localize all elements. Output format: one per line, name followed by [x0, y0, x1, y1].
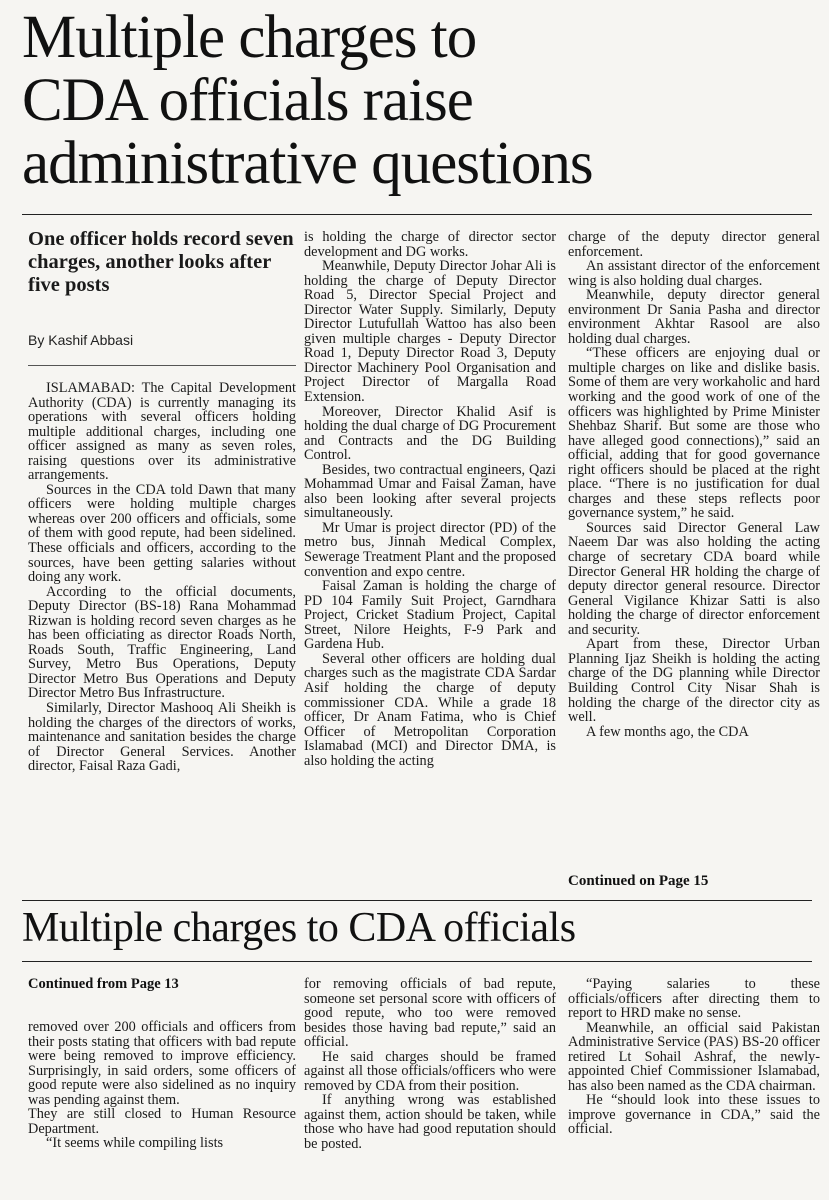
paragraph: They are still closed to Human Resource Department.: [28, 1106, 296, 1137]
continuation-column-3: [568, 977, 820, 1137]
continuation-headline: Multiple charges to CDA officials: [22, 905, 576, 951]
paragraph: Sources in the CDA told Dawn that many officers were holding multiple charges whereas over 200 officers and officials, some of them with good repute, had been sidelined. These officials and officers, according to the sources, have been getting salaries without doing any work.: [28, 481, 296, 586]
paragraph: for removing officials of bad repute, someone set personal score with officers of good repute, who too were removed besides those having bad repute,” said an official.: [304, 976, 556, 1051]
subheadline: One officer holds record seven charges, another looks after five posts: [28, 228, 294, 296]
continuation-column-2: [304, 977, 556, 1152]
headline-rule: [22, 214, 812, 215]
byline: By Kashif Abbasi: [28, 332, 134, 348]
paragraph: He “should look into these issues to improve governance in CDA,” said the official.: [568, 1092, 820, 1138]
paragraph: “These officers are enjoying dual or multiple charges on like and dislike basis. Some of them are very workaholic and hard working and the good work of one of the officers was highlighted by Prime Minister Shehbaz Sharif. But some are those who have alleged good connections),” said an official, adding that for good governance right officers should be placed at the right place. “There is no justification for dual charges and these steps reflects poor governance system,” he said.: [568, 345, 820, 522]
section-divider: [22, 900, 812, 901]
paragraph: Moreover, Director Khalid Asif is holding the dual charge of DG Procurement and Contracts and the DG Building Control.: [304, 403, 556, 464]
paragraph: According to the official documents, Deputy Director (BS-18) Rana Mohammad Rizwan is holding record seven charges as he has been officiating as director Roads North, Roads South, Traffic Engineering, Land Survey, Metro Bus Operations, Deputy Director Metro Bus Operations and Deputy Director Metro Bus Infrastructure.: [28, 583, 296, 702]
continued-on-label: Continued on Page 15: [568, 873, 709, 889]
paragraph: “Paying salaries to these officials/officers after directing them to report to HRD make no sense.: [568, 976, 820, 1022]
headline-line-2: CDA officials raise: [22, 67, 473, 134]
paragraph: Besides, two contractual engineers, Qazi Mohammad Umar and Faisal Zaman, have also been looking after several projects simultaneously.: [304, 461, 556, 522]
paragraph: Several other officers are holding dual charges such as the magistrate CDA Sardar Asif holding the charge of deputy commissioner CDA. While a grade 18 officer, Dr Anam Fatima, who is Chief Officer of Metropolitan Corporation Islamabad (MCI) and Director DMA, is also holding the acting: [304, 650, 556, 769]
paragraph: “It seems while compiling lists: [46, 1135, 224, 1152]
paragraph: Meanwhile, an official said Pakistan Administrative Service (PAS) BS-20 officer retired Lt Sohail Ashraf, the newly-appointed Chief Commissioner Islamabad, has also been named as the CDA chairman.: [568, 1019, 820, 1094]
paragraph: Meanwhile, deputy director general environment Dr Sania Pasha and director environment Akhtar Rasool are also holding dual charges.: [568, 287, 820, 347]
paragraph: If anything wrong was established against them, action should be taken, while those who have had good reputation should be posted.: [304, 1092, 556, 1153]
paragraph: removed over 200 officials and officers from their posts stating that officers with bad repute were being removed to improve efficiency. Surprisingly, in said orders, some officers of good repute were also sidelined as no inquiry was pending against them.: [28, 1019, 296, 1108]
paragraph: Similarly, Director Mashooq Ali Sheikh is holding the charges of the directors of works, maintenance and sanitation besides the charge of Director General Services. Another director, Faisal Raza Gadi,: [28, 700, 296, 775]
paragraph: An assistant director of the enforcement wing is also holding dual charges.: [568, 258, 820, 289]
paragraph: Meanwhile, Deputy Director Johar Ali is holding the charge of Deputy Director Road 5, Director Special Project and Director Water Supply. Similarly, Deputy Director Lutufullah Wattoo has also been given multiple charges - Deputy Director Road 1, Deputy Director Road 3, Deputy Director Machinery Pool Organisation and Project Director of Margalla Road Extension.: [304, 258, 556, 406]
paragraph: Faisal Zaman is holding the charge of PD 104 Family Suit Project, Garndhara Project, Cricket Stadium Project, Capital Street, Nilore Heights, F-9 Park and Gardena Hub.: [304, 578, 556, 653]
paragraph: charge of the deputy director general enforcement.: [568, 229, 820, 260]
paragraph: Sources said Director General Law Naeem Dar was also holding the acting charge of secretary CDA board while Director General HR holding the charge of deputy director general resource. Director General Vigilance Khizar Satti is also holding the charge of director enforcement and security.: [568, 519, 820, 638]
paragraph: ISLAMABAD: The Capital Development Authority (CDA) is currently managing its operations with several officers holding multiple additional charges, including one officer assigned as many as seven roles, raising questions over its administrative arrangements.: [28, 380, 296, 484]
continued-from-label: Continued from Page 13: [28, 976, 179, 992]
byline-rule: [28, 365, 296, 366]
paragraph: Mr Umar is project director (PD) of the metro bus, Jinnah Medical Complex, Sewerage Treatment Plant and the proposed convention and expo centre.: [304, 519, 556, 580]
paragraph: A few months ago, the CDA: [586, 723, 749, 740]
article-column-3: [568, 230, 820, 739]
paragraph: Apart from these, Director Urban Planning Ijaz Sheikh is holding the acting charge of the DG planning while Director Building Control City Nisar Shah is holding the charge of the director city as well.: [568, 636, 820, 726]
article-column-1: [28, 381, 296, 774]
headline-line-1: Multiple charges to: [22, 4, 477, 71]
article-column-2: [304, 230, 556, 768]
continuation-headline-rule: [22, 961, 812, 962]
continuation-column-1: [28, 1020, 296, 1151]
paragraph: He said charges should be framed against all those officials/officers who were removed by CDA from their position.: [304, 1048, 556, 1094]
main-headline: [22, 6, 812, 195]
paragraph: is holding the charge of director sector development and DG works.: [304, 229, 556, 260]
headline-line-3: administrative questions: [22, 130, 593, 197]
